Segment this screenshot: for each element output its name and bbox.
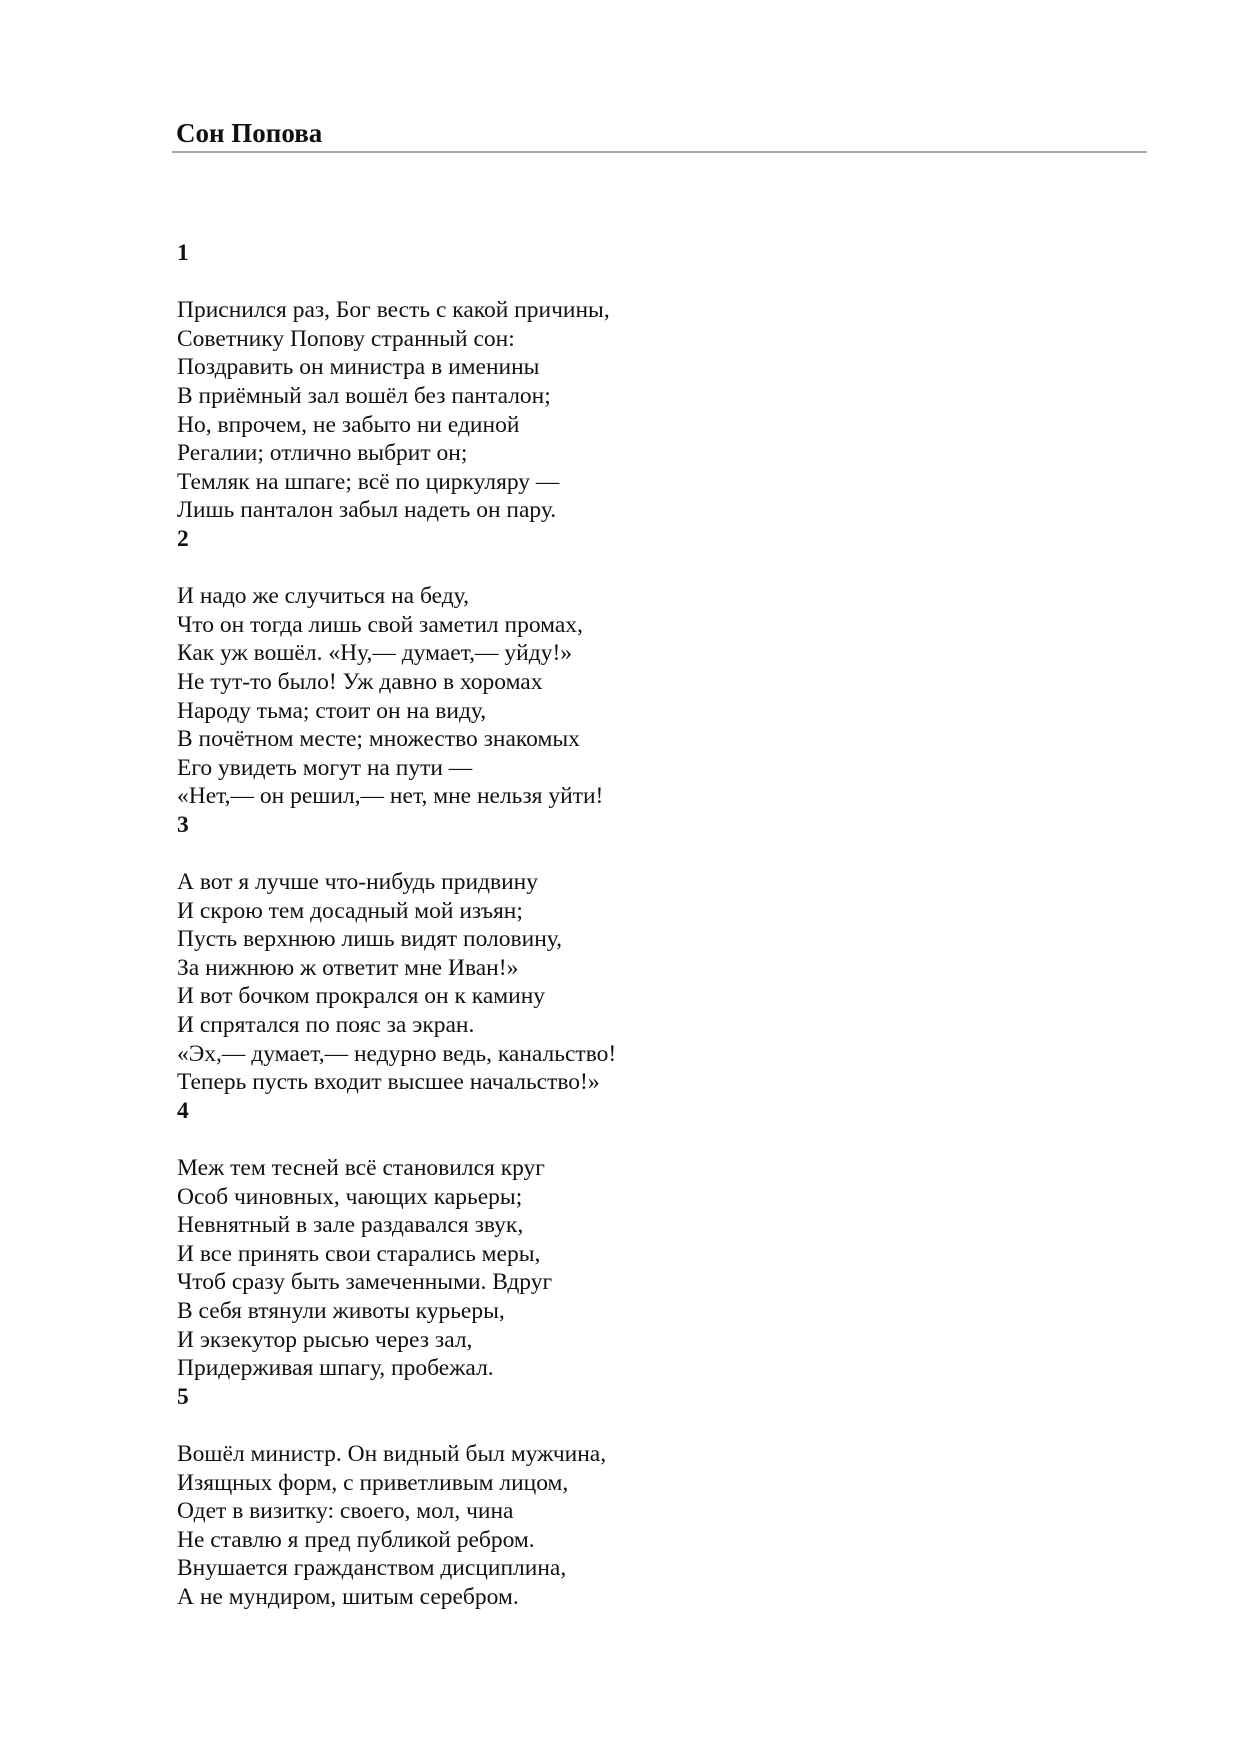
poem-line: И спрятался по пояс за экран. xyxy=(177,1012,475,1039)
poem-line: «Нет,— он решил,— нет, мне нельзя уйти! xyxy=(177,783,604,810)
stanza-1 xyxy=(177,239,1077,525)
stanza-number: 4 xyxy=(177,1097,189,1124)
stanza-number: 1 xyxy=(177,240,189,266)
poem-line: И все принять свои старались меры, xyxy=(177,1240,541,1267)
poem-line: Советнику Попову странный сон: xyxy=(177,325,515,352)
poem-line: А вот я лучше что-нибудь придвину xyxy=(177,869,538,896)
poem-line: Темляк на шпаге; всё по циркуляру — xyxy=(177,468,560,495)
stanza-3 xyxy=(177,811,1077,1097)
poem-line: Не ставлю я пред публикой ребром. xyxy=(177,1526,535,1553)
poem-line: Придерживая шпагу, пробежал. xyxy=(177,1355,494,1382)
stanza-5 xyxy=(177,1383,1077,1612)
poem-line: Его увидеть могут на пути — xyxy=(177,754,473,781)
poem-line: Не тут-то было! Уж давно в хоромах xyxy=(177,668,543,695)
title-divider xyxy=(172,151,1147,153)
poem-line: В себя втянули животы курьеры, xyxy=(177,1297,505,1324)
poem-line: Изящных форм, с приветливым лицом, xyxy=(177,1469,569,1496)
poem-line: А не мундиром, шитым серебром. xyxy=(177,1583,519,1610)
poem-line: Чтоб сразу быть замеченными. Вдруг xyxy=(177,1269,553,1296)
poem-line: В почётном месте; множество знакомых xyxy=(177,726,580,753)
stanza-gap xyxy=(177,554,1077,583)
poem-line: Невнятный в зале раздавался звук, xyxy=(177,1212,524,1239)
poem-line: Внушается гражданством дисциплина, xyxy=(177,1555,567,1582)
poem-line: Но, впрочем, не забыто ни единой xyxy=(177,411,520,438)
poem-body xyxy=(177,239,1077,1612)
stanza-gap xyxy=(177,839,1077,868)
stanza-number: 3 xyxy=(177,811,189,838)
poem-line: Меж тем тесней всё становился круг xyxy=(177,1155,545,1181)
poem-line: И скрою тем досадный мой изъян; xyxy=(177,897,523,924)
poem-line: Особ чиновных, чающих карьеры; xyxy=(177,1183,523,1210)
poem-line: Как уж вошёл. «Ну,— думает,— уйду!» xyxy=(177,640,573,667)
stanza-2 xyxy=(177,525,1077,811)
poem-line: Пусть верхнюю лишь видят половину, xyxy=(177,926,563,953)
stanza-number: 2 xyxy=(177,525,189,552)
poem-line: Приснился раз, Бог весть с какой причины, xyxy=(177,297,610,324)
poem-line: «Эх,— думает,— недурно ведь, канальство! xyxy=(177,1040,617,1067)
poem-line: Поздравить он министра в именины xyxy=(177,354,540,381)
poem-line: И экзекутор рысью через зал, xyxy=(177,1326,473,1353)
page-title: Сон Попова xyxy=(176,118,323,148)
poem-line: Одет в визитку: своего, мол, чина xyxy=(177,1498,514,1525)
poem-line: В приёмный зал вошёл без панталон; xyxy=(177,382,551,409)
stanza-number: 5 xyxy=(177,1383,189,1410)
poem-line: Теперь пусть входит высшее начальство!» xyxy=(177,1069,600,1096)
poem-line: За нижнюю ж ответит мне Иван!» xyxy=(177,954,519,981)
poem-line: И вот бочком прокрался он к камину xyxy=(177,983,546,1010)
poem-line: Вошёл министр. Он видный был мужчина, xyxy=(177,1440,607,1467)
poem-line: Лишь панталон забыл надеть он пару. xyxy=(177,497,557,524)
poem-line: И надо же случиться на беду, xyxy=(177,583,469,610)
stanza-gap xyxy=(177,1125,1077,1154)
stanza-gap xyxy=(177,268,1077,297)
poem-line: Что он тогда лишь свой заметил промах, xyxy=(177,611,583,638)
stanza-gap xyxy=(177,1411,1077,1440)
poem-line: Регалии; отлично выбрит он; xyxy=(177,440,468,467)
poem-line: Народу тьма; стоит он на виду, xyxy=(177,697,487,724)
stanza-4 xyxy=(177,1097,1077,1383)
